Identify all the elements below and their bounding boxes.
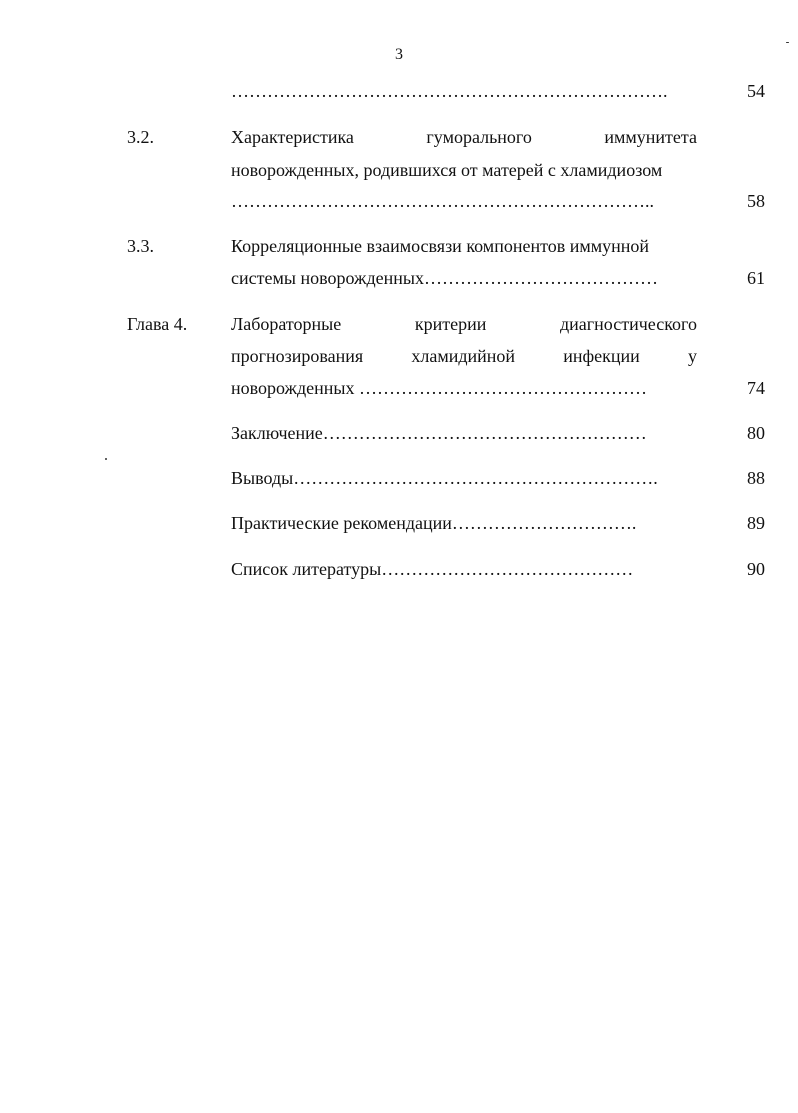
toc-entry-references: Список литературы……………………………………	[231, 559, 634, 579]
toc-entry-findings: Выводы…………………………………………………….	[231, 468, 658, 488]
toc-entry-3-2-dots: ……………………………………………………………..	[231, 191, 654, 211]
toc-entry-chapter-4-title-line3: новорожденных …………………………………………	[231, 378, 648, 398]
toc-entry-chapter-4-title-line2	[231, 346, 697, 366]
toc-word: гуморального	[426, 127, 532, 147]
toc-word: критерии	[414, 314, 487, 334]
toc-entry-3-3-page: 61	[747, 268, 765, 288]
toc-entry-3-3-title-line1: Корреляционные взаимосвязи компонентов иммунной	[231, 236, 650, 256]
toc-entry-3-3-number: 3.3.	[127, 236, 154, 256]
toc-entry-recommendations: Практические рекомендации………………………….	[231, 513, 637, 533]
toc-entry-recommendations-page: 89	[747, 513, 765, 533]
toc-word: диагностического	[560, 314, 697, 334]
toc-entry-chapter-4-title-line1	[231, 314, 697, 334]
toc-word: Лабораторные	[231, 314, 342, 334]
toc-entry-conclusion: Заключение………………………………………………	[231, 423, 647, 443]
toc-entry-3-2-number: 3.2.	[127, 127, 154, 147]
toc-word: прогнозирования	[231, 346, 364, 366]
toc-word: хламидийной	[411, 346, 516, 366]
toc-entry-3-2-title-line2: новорожденных, родившихся от матерей с хламидиозом	[231, 160, 663, 180]
toc-entry-conclusion-page: 80	[747, 423, 765, 443]
toc-entry-3-2-page: 58	[747, 191, 765, 211]
toc-word: Характеристика	[231, 127, 354, 147]
toc-entry-references-page: 90	[747, 559, 765, 579]
toc-entry-chapter-4-number: Глава 4.	[127, 314, 188, 334]
toc-word: инфекции	[563, 346, 640, 366]
page-number: 3	[395, 46, 403, 63]
toc-word: у	[688, 346, 697, 366]
toc-entry-chapter-4-page: 74	[747, 378, 765, 398]
toc-entry-continuation-dots: ……………………………………………………………….	[231, 81, 668, 101]
toc-entry-3-3-title-line2: системы новорожденных…………………………………	[231, 268, 658, 288]
toc-entry-findings-page: 88	[747, 468, 765, 488]
toc-entry-continuation-page: 54	[747, 81, 765, 101]
toc-word: иммунитета	[604, 127, 697, 147]
toc-entry-3-2-title-line1	[231, 127, 697, 147]
scan-speck	[786, 42, 789, 43]
scan-speck	[105, 458, 107, 460]
